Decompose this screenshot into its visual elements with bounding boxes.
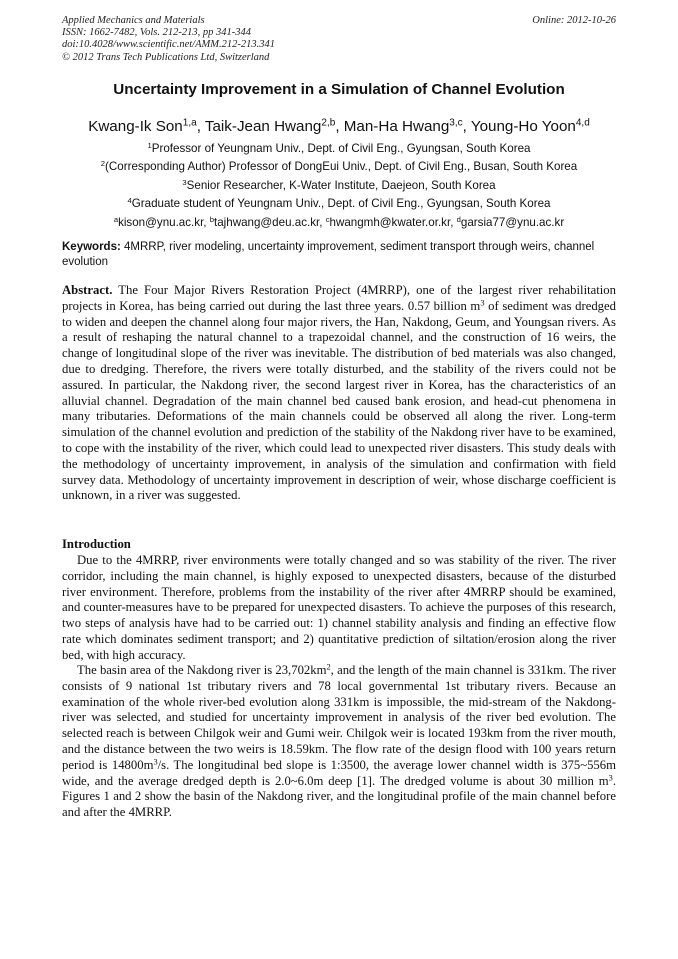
keywords-text: 4MRRP, river modeling, uncertainty improvement, sediment transport through weirs, channel evolution xyxy=(62,241,595,268)
introduction-heading: Introduction xyxy=(62,537,131,551)
author-name: Kwang-Ik Son xyxy=(88,118,183,135)
affiliation-line xyxy=(40,177,638,195)
author-affiliation-mark: 2,b xyxy=(321,117,336,129)
paper-title: Uncertainty Improvement in a Simulation of Channel Evolution xyxy=(113,81,565,98)
email-address[interactable]: hwangmh@kwater.or.kr xyxy=(329,215,451,229)
abstract-paragraph xyxy=(62,283,616,504)
paragraph-superscript: 3 xyxy=(608,772,613,782)
paragraph-text: /s. The longitudinal bed slope is 1:3500, the average lower channel width is 375~556m wide, and the average dredged depth is 2.0~6.0m deep [1]. The dredged volume is about 30 million m xyxy=(62,757,616,788)
abstract-label: Abstract. xyxy=(62,283,113,297)
abstract-text-continued: of sediment was dredged to widen and deepen the channel along four major rivers, the Han, Nakdong, Geum, and Youngsan rivers. As a result of reshaping the natural channel to a trapezoidal channel, and the construction of 16 weirs, the change of longitudinal slope of the river was inevitable. The distribution of bed materials was also changed, due to dredging. Therefore, the rivers were totally disturbed, and the stability of the rivers could not be assured. In particular, the Nakdong river, the second largest river in Korea, has the characteristics of an alluvial channel. Degradation of the main channel bed caused bank erosion, and head-cut phenomena in many tributaries. Deformations of the main channels could be observed all along the river. Long-term simulation of the channel evolution and prediction of the stability of the Nakdong river have to be examined, to cope with the instability of the river, which could lead to unexpected river disasters. This study deals with the methodology of uncertainty improvement, in analysis of the simulation and confirmation with field survey data. Methodology of uncertainty improvement in description of weir, whose discharge coefficient is unknown, in a river was suggested. xyxy=(62,298,616,503)
paragraph-text: The basin area of the Nakdong river is 23,702km xyxy=(77,663,327,677)
affiliation-line xyxy=(40,140,638,158)
paragraph-text: , and the length of the main channel is 331km. The river consists of 9 national 1st tributary rivers and 78 local governmental 1st tributary rivers. Because an examination of the whole river-bed evolution along 331km is impossible, the mid-stream of the Nakdong-river was selected, and studied for uncertainty improvement in analysis of the river bed evolution. The selected reach is between Chilgok weir and Gumi weir. Chilgok weir is located 193km from the river mouth, and the distance between the two weirs is 18.59km. The flow rate of the design flood with 100 years return period is 14800m xyxy=(62,663,616,772)
author-affiliation-mark: 4,d xyxy=(575,117,590,129)
email-line xyxy=(40,214,638,232)
author-affiliation-mark: 3,c xyxy=(449,117,463,129)
journal-name: Applied Mechanics and Materials xyxy=(62,15,205,26)
affiliation-mark: 2 xyxy=(100,159,106,169)
affiliation-mark: 4 xyxy=(127,196,132,206)
email-mark: c xyxy=(325,214,330,224)
affiliation-mark: 1 xyxy=(147,140,152,150)
introduction-paragraph-2 xyxy=(62,663,616,821)
email-mark: a xyxy=(113,214,119,224)
email-address[interactable]: garsia77@ynu.ac.kr xyxy=(460,215,565,229)
email-address[interactable]: kison@ynu.ac.kr xyxy=(118,215,204,229)
online-date: Online: 2012-10-26 xyxy=(532,15,616,26)
email-separator: , xyxy=(319,215,326,229)
affiliation-text: (Corresponding Author) Professor of DongEui Univ., Dept. of Civil Eng., Busan, South Korea xyxy=(105,160,578,174)
email-separator: , xyxy=(450,215,457,229)
abstract-superscript: 3 xyxy=(480,298,485,308)
affiliation-list xyxy=(40,140,638,232)
journal-header xyxy=(62,15,275,64)
email-mark: b xyxy=(209,214,214,224)
author-separator: , xyxy=(462,118,471,135)
keywords-label: Keywords: xyxy=(62,241,121,253)
author-separator: , xyxy=(335,118,344,135)
author-name: Taik-Jean Hwang xyxy=(204,118,322,135)
affiliation-text: Graduate student of Yeungnam Univ., Dept. of Civil Eng., Gyungsan, South Korea xyxy=(131,197,551,211)
journal-issn: ISSN: 1662-7482, Vols. 212-213, pp 341-344 xyxy=(62,27,251,39)
author-separator: , xyxy=(196,118,205,135)
author-name: Young-Ho Yoon xyxy=(470,118,576,135)
author-affiliation-mark: 1,a xyxy=(182,117,197,129)
journal-doi[interactable]: doi:10.4028/www.scientific.net/AMM.212-213.341 xyxy=(62,39,275,51)
affiliation-line xyxy=(40,158,638,176)
introduction-paragraph-1: Due to the 4MRRP, river environments were totally changed and so was stability of the river. The river corridor, including the main channel, is highly exposed to unexpected disasters, because of the disturbed river environment. Therefore, problems from the instability of the river after 4MRRP should be examined, and counter-measures have to be prepared for unexpected disasters. To achieve the purposes of this research, two steps of analysis have had to be carried out: 1) channel stability analysis and finding an effective flow rate which dominates sediment transport; and 2) quantitative prediction of siltation/erosion along the river bed, with high accuracy. xyxy=(62,553,616,662)
author-name: Man-Ha Hwang xyxy=(343,118,450,135)
journal-copyright: © 2012 Trans Tech Publications Ltd, Switzerland xyxy=(62,51,270,63)
paragraph-superscript: 2 xyxy=(326,662,331,672)
affiliation-mark: 3 xyxy=(182,177,187,187)
author-list xyxy=(40,117,638,137)
email-mark: d xyxy=(456,214,461,224)
email-address[interactable]: tajhwang@deu.ac.kr xyxy=(214,215,320,229)
paragraph-superscript: 3 xyxy=(153,757,158,767)
paragraph-text: . Figures 1 and 2 show the basin of the Nakdong river, and the longitudinal profile of the main channel before and after the 4MRRP. xyxy=(62,773,616,820)
abstract-text: The Four Major Rivers Restoration Project (4MRRP), one of the largest river rehabilitation projects in Korea, has being carried out during the last three years. 0.57 billion m xyxy=(62,283,616,313)
affiliation-text: Senior Researcher, K-Water Institute, Daejeon, South Korea xyxy=(186,178,496,192)
keywords-block xyxy=(62,240,616,269)
affiliation-line xyxy=(40,195,638,213)
email-separator: , xyxy=(203,215,210,229)
affiliation-text: Professor of Yeungnam Univ., Dept. of Civil Eng., Gyungsan, South Korea xyxy=(151,142,531,155)
